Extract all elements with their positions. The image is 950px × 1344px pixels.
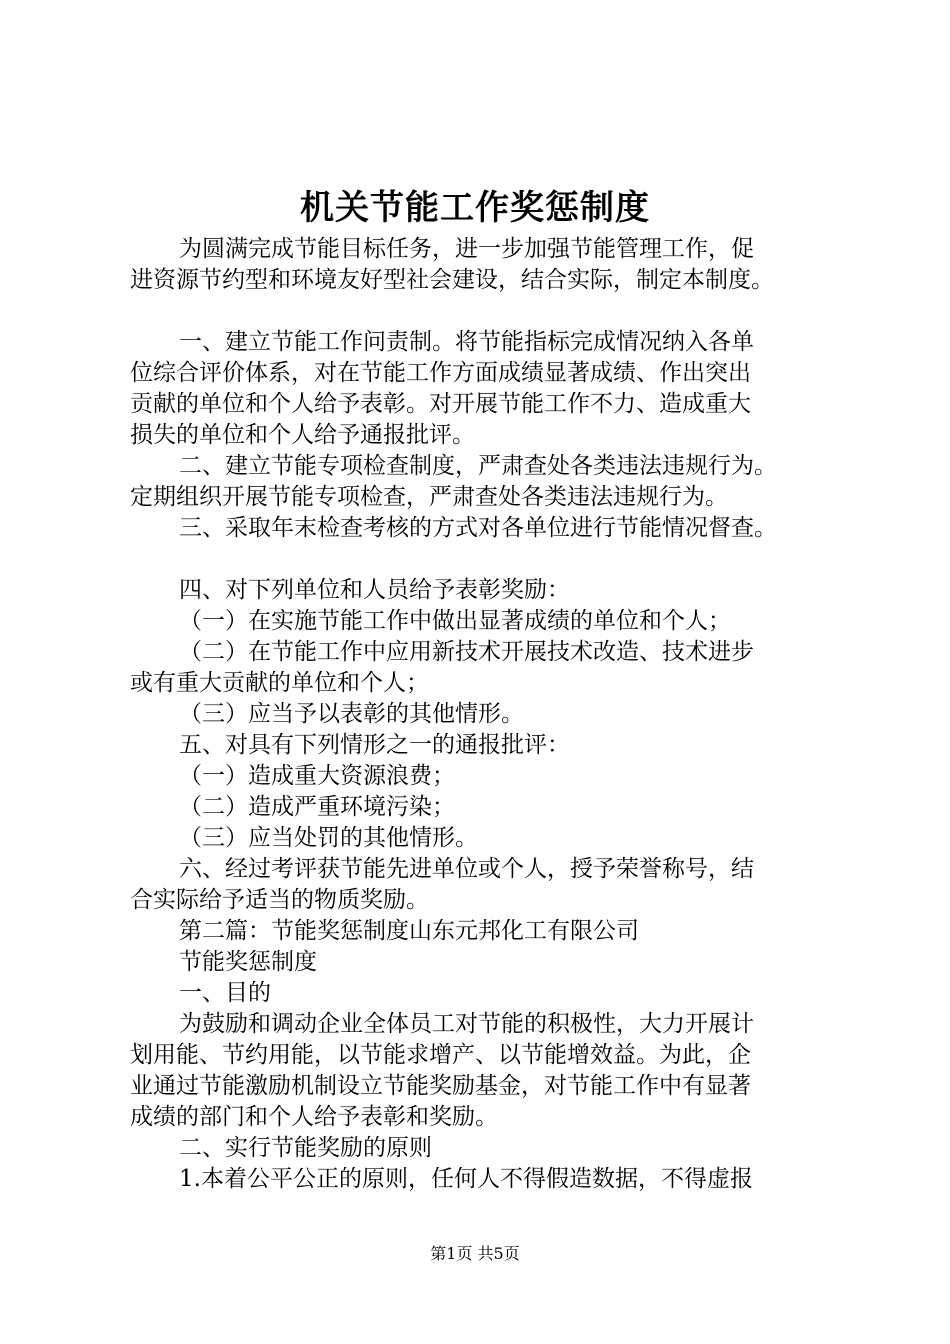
paragraph-line: 合实际给予适当的物质奖励。 xyxy=(130,887,429,913)
section-heading: 第二篇：节能奖惩制度山东元邦化工有限公司 xyxy=(179,918,639,944)
paragraph-line: 业通过节能激励机制设立节能奖励基金，对节能工作中有显著 xyxy=(130,1073,751,1099)
section-heading: 一、目的 xyxy=(179,980,271,1006)
paragraph-line: 三、采取年末检查考核的方式对各单位进行节能情况督查。 xyxy=(179,515,777,541)
list-item-line: （二）造成严重环境污染； xyxy=(179,794,455,820)
section-heading: 节能奖惩制度 xyxy=(179,949,317,975)
paragraph-line: 1.本着公平公正的原则，任何人不得假造数据，不得虚报 xyxy=(179,1166,753,1192)
page-number-footer: 第1页 共5页 xyxy=(430,1244,520,1263)
paragraph-line: 六、经过考评获节能先进单位或个人，授予荣誉称号，结 xyxy=(179,856,754,882)
list-item-line: （一）造成重大资源浪费； xyxy=(179,763,455,789)
paragraph-line: 为圆满完成节能目标任务，进一步加强节能管理工作，促 xyxy=(179,236,754,262)
paragraph-line: 贡献的单位和个人给予表彰。对开展节能工作不力、造成重大 xyxy=(130,391,751,417)
paragraph-line: 定期组织开展节能专项检查，严肃查处各类违法违规行为。 xyxy=(130,484,728,510)
list-item-line: （三）应当处罚的其他情形。 xyxy=(179,825,478,851)
paragraph-line: 位综合评价体系，对在节能工作方面成绩显著成绩、作出突出 xyxy=(130,360,751,386)
paragraph-line: 为鼓励和调动企业全体员工对节能的积极性，大力开展计 xyxy=(179,1011,754,1037)
paragraph-gap xyxy=(130,544,840,575)
document-body xyxy=(130,234,840,1195)
paragraph-line: 二、建立节能专项检查制度，严肃查处各类违法违规行为。 xyxy=(179,453,777,479)
paragraph-line: 五、对具有下列情形之一的通报批评： xyxy=(179,732,570,758)
paragraph-line: 成绩的部门和个人给予表彰和奖励。 xyxy=(130,1104,498,1130)
paragraph-line: 损失的单位和个人给予通报批评。 xyxy=(130,422,475,448)
list-item-line: 或有重大贡献的单位和个人； xyxy=(130,670,429,696)
list-item-line: （三）应当予以表彰的其他情形。 xyxy=(179,701,524,727)
paragraph-gap xyxy=(130,296,840,327)
section-heading: 二、实行节能奖励的原则 xyxy=(179,1135,432,1161)
paragraph-line: 进资源节约型和环境友好型社会建设，结合实际，制定本制度。 xyxy=(130,267,774,293)
list-item-line: （二）在节能工作中应用新技术开展技术改造、技术进步 xyxy=(179,639,754,665)
list-item-line: （一）在实施节能工作中做出显著成绩的单位和个人； xyxy=(179,608,731,634)
document-title: 机关节能工作奖惩制度 xyxy=(300,188,650,228)
paragraph-line: 四、对下列单位和人员给予表彰奖励： xyxy=(179,577,570,603)
paragraph-line: 划用能、节约用能，以节能求增产、以节能增效益。为此，企 xyxy=(130,1042,751,1068)
paragraph-line: 一、建立节能工作问责制。将节能指标完成情况纳入各单 xyxy=(179,329,754,355)
